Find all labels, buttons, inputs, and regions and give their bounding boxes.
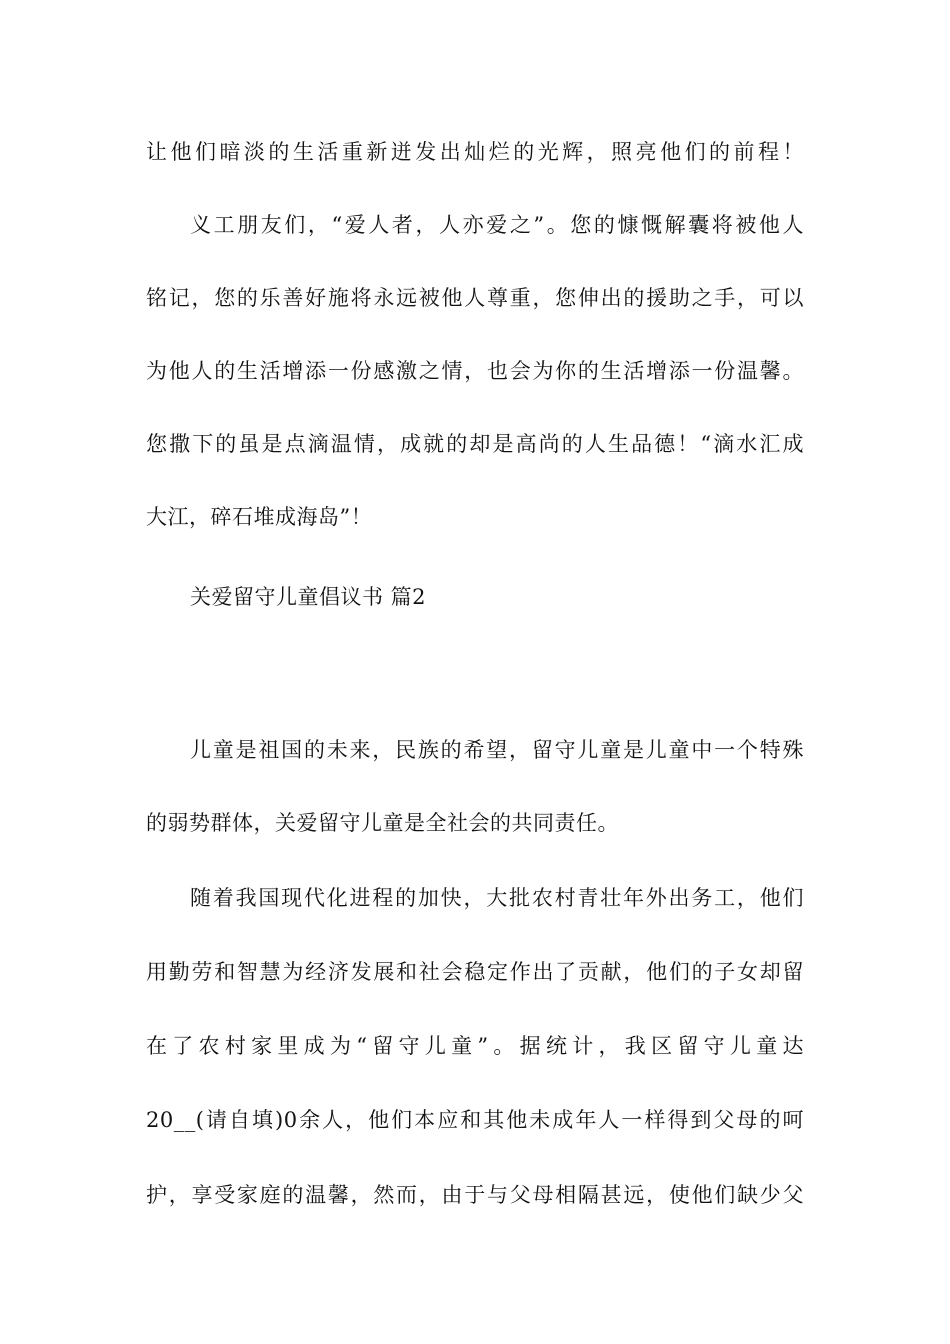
paragraph-line: 护，享受家庭的温馨，然而，由于与父母相隔甚远，使他们缺少父: [146, 1183, 804, 1207]
paragraph-line: 铭记，您的乐善好施将永远被他人尊重，您伸出的援助之手，可以: [146, 286, 804, 310]
paragraph-line: 义工朋友们，“爱人者，人亦爱之”。您的慷慨解囊将被他人: [190, 213, 804, 237]
paragraph-line: 随着我国现代化进程的加快，大批农村青壮年外出务工，他们: [190, 886, 804, 910]
paragraph-line: 儿童是祖国的未来，民族的希望，留守儿童是儿童中一个特殊: [190, 738, 804, 762]
paragraph-line: 在了农村家里成为“留守儿童”。据统计，我区留守儿童达: [146, 1034, 804, 1058]
paragraph-line: 为他人的生活增添一份感激之情，也会为你的生活增添一份温馨。: [146, 359, 804, 383]
paragraph-line: 用勤劳和智慧为经济发展和社会稳定作出了贡献，他们的子女却留: [146, 960, 804, 984]
paragraph-line: 大江，碎石堆成海岛”！: [146, 505, 373, 529]
paragraph-line: 您撒下的虽是点滴温情，成就的却是高尚的人生品德！“滴水汇成: [146, 432, 804, 456]
paragraph-line: 的弱势群体，关爱留守儿童是全社会的共同责任。: [146, 811, 619, 835]
paragraph-line: 让他们暗淡的生活重新迸发出灿烂的光辉，照亮他们的前程！: [146, 140, 804, 164]
paragraph-line: 20__(请自填)0余人，他们本应和其他未成年人一样得到父母的呵: [146, 1108, 804, 1132]
section-heading: 关爱留守儿童倡议书 篇2: [190, 585, 427, 609]
